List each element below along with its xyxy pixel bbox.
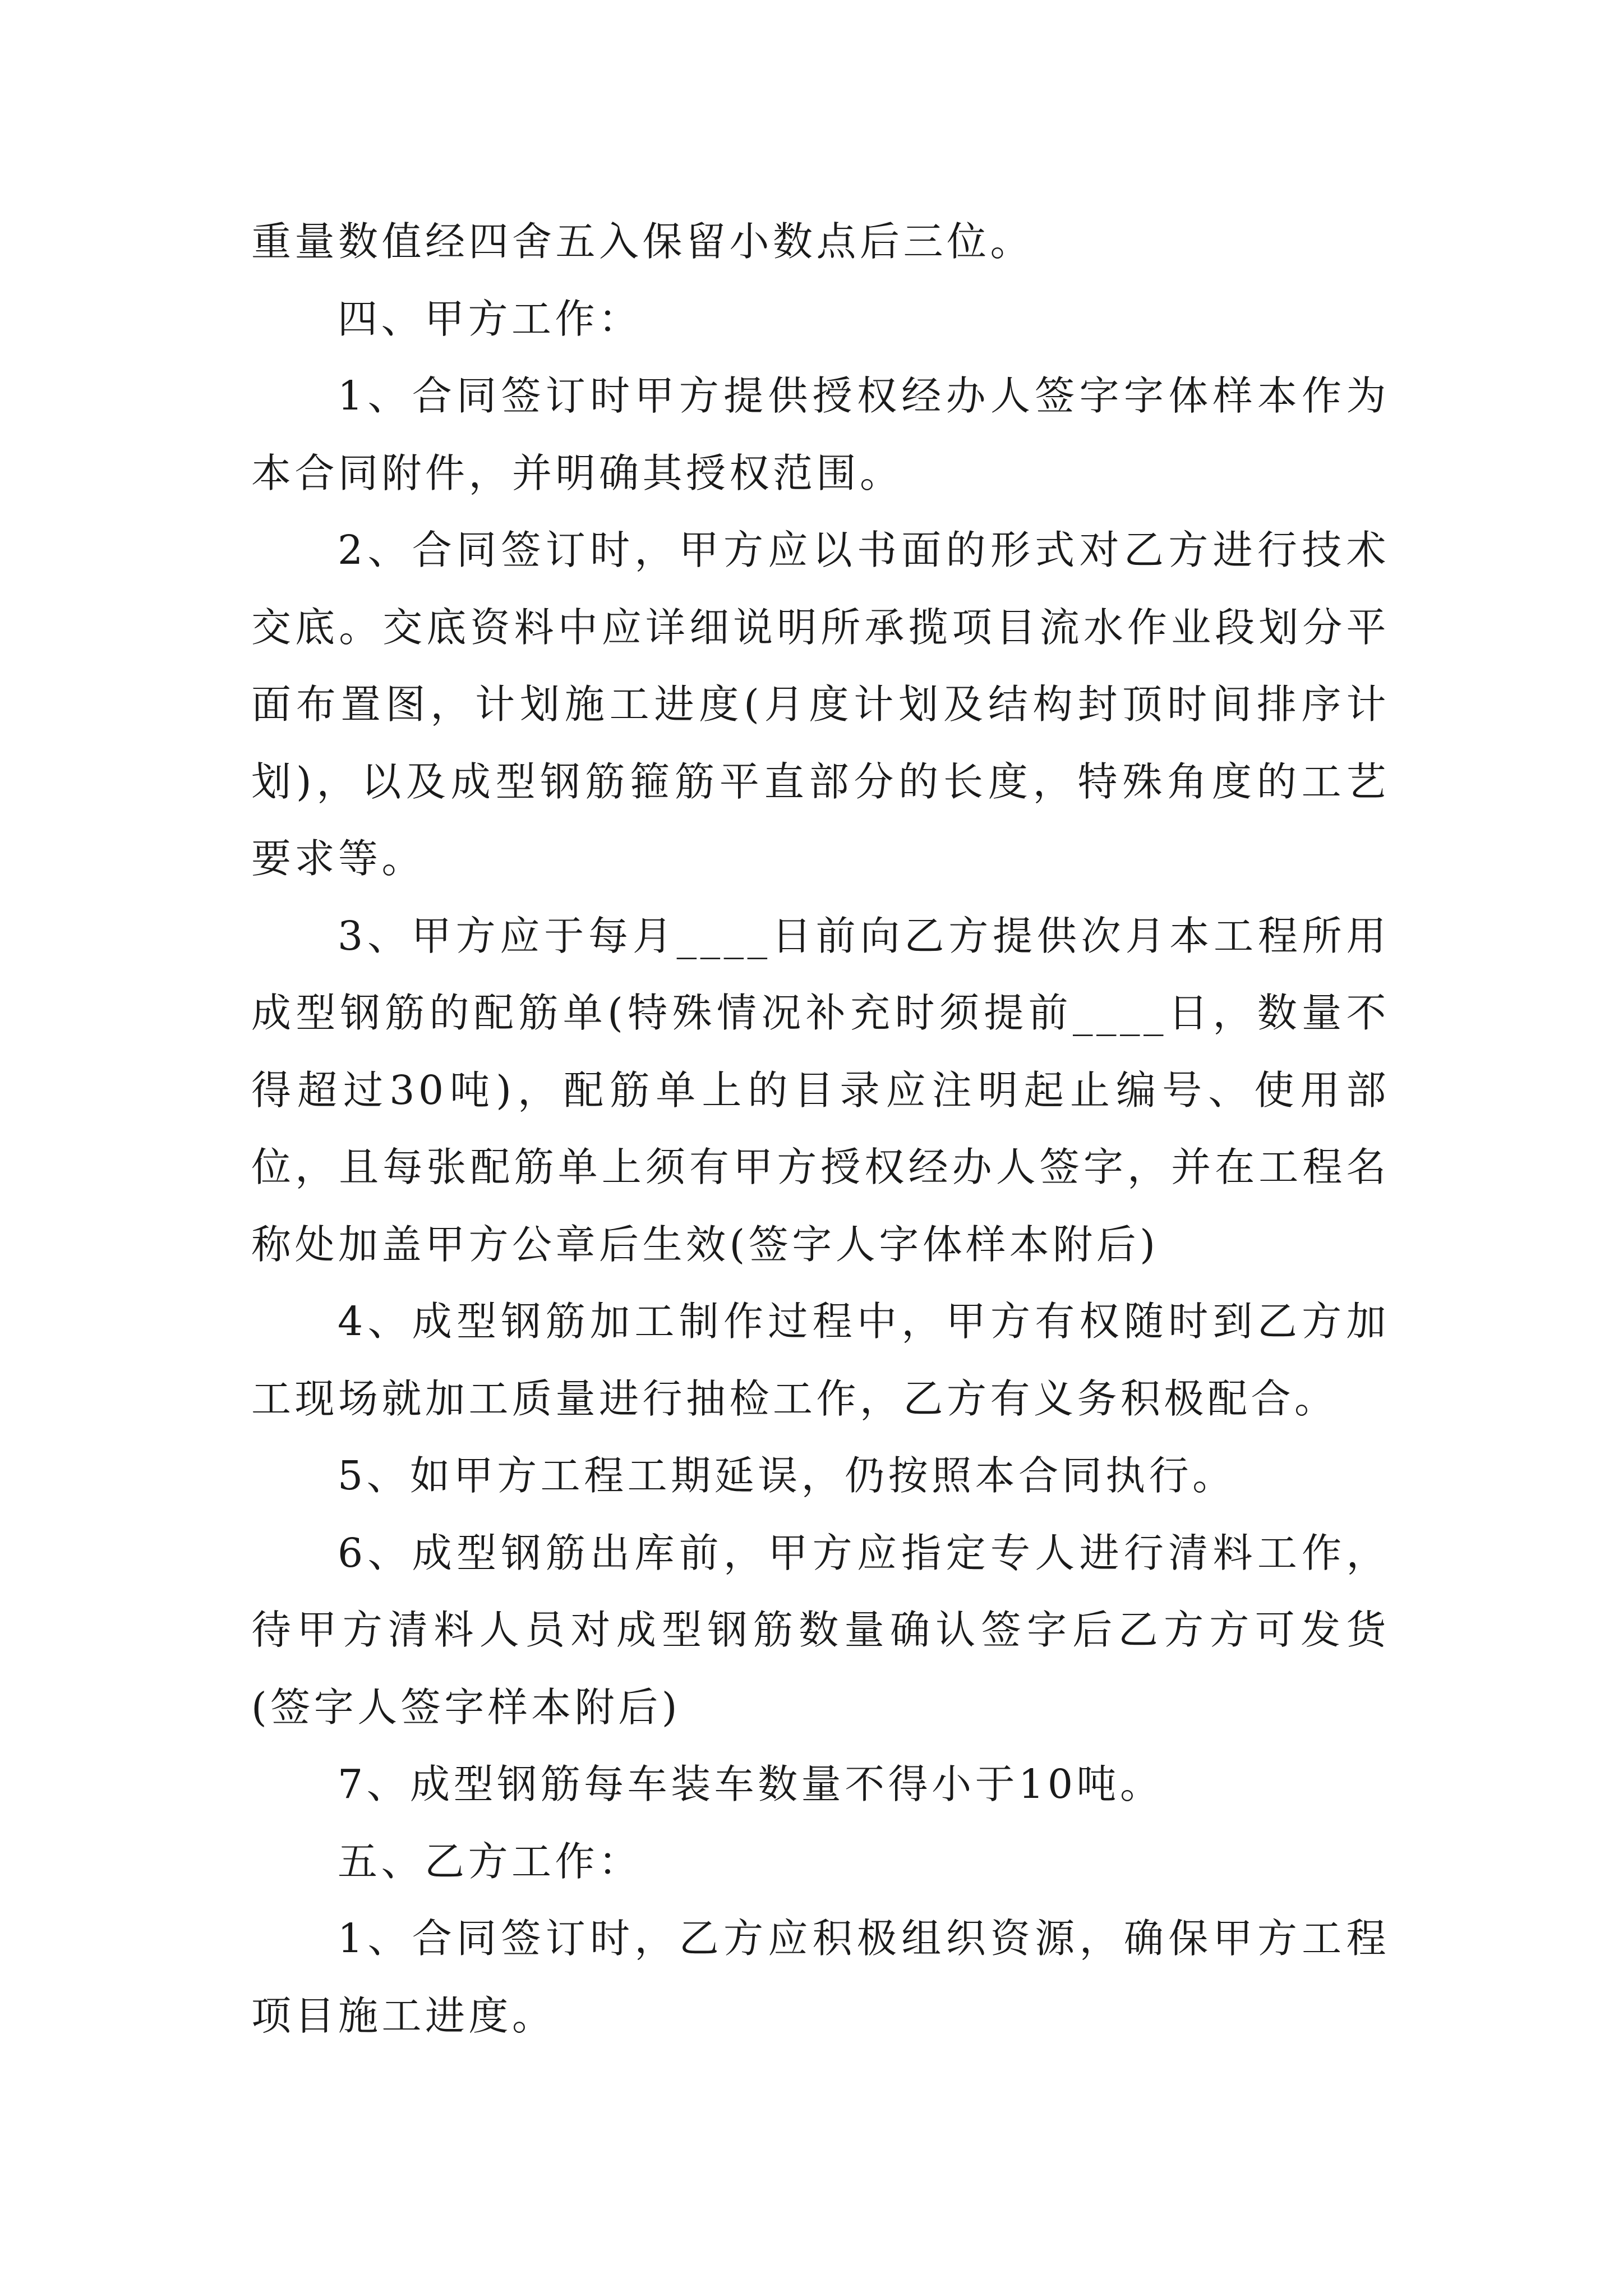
paragraph-a-4: 4、成型钢筋加工制作过程中，甲方有权随时到乙方加工现场就加工质量进行抽检工作，乙方有义务积极配合。 xyxy=(251,1298,1390,1422)
paragraph-a-6: 6、成型钢筋出库前，甲方应指定专人进行清料工作，待甲方清料人员对成型钢筋数量确认签字后乙方方可发货(签字人签字样本附后) xyxy=(251,1529,1390,1731)
paragraph-a-7: 7、成型钢筋每车装车数量不得小于10吨。 xyxy=(338,1761,1164,1807)
paragraph-b-1: 1、合同签订时，乙方应积极组织资源，确保甲方工程项目施工进度。 xyxy=(251,1915,1390,2039)
paragraph-a-2: 2、合同签订时，甲方应以书面的形式对乙方进行技术交底。交底资料中应详细说明所承揽项目流水作业段划分平面布置图，计划施工进度(月度计划及结构封顶时间排序计划)，以及成型钢筋箍筋平直部分的长度，特殊角度的工艺要求等。 xyxy=(251,527,1390,882)
paragraph-weight-rounding: 重量数值经四舍五入保留小数点后三位。 xyxy=(251,218,1034,265)
paragraph-a-1: 1、合同签订时甲方提供授权经办人签字字体样本作为本合同附件，并明确其授权范围。 xyxy=(251,372,1390,496)
paragraph-a-5: 5、如甲方工程工期延误，仍按照本合同执行。 xyxy=(338,1452,1236,1499)
section-heading-party-b: 五、乙方工作： xyxy=(338,1838,642,1885)
document-body xyxy=(251,203,1390,2054)
paragraph-a-3: 3、甲方应于每月____日前向乙方提供次月本工程所用成型钢筋的配筋单(特殊情况补充时须提前____日，数量不得超过30吨)，配筋单上的目录应注明起止编号、使用部位，且每张配筋单上须有甲方授权经办人签字，并在工程名称处加盖甲方公章后生效(签字人字体样本附后) xyxy=(251,912,1390,1268)
section-heading-party-a: 四、甲方工作： xyxy=(338,295,642,342)
